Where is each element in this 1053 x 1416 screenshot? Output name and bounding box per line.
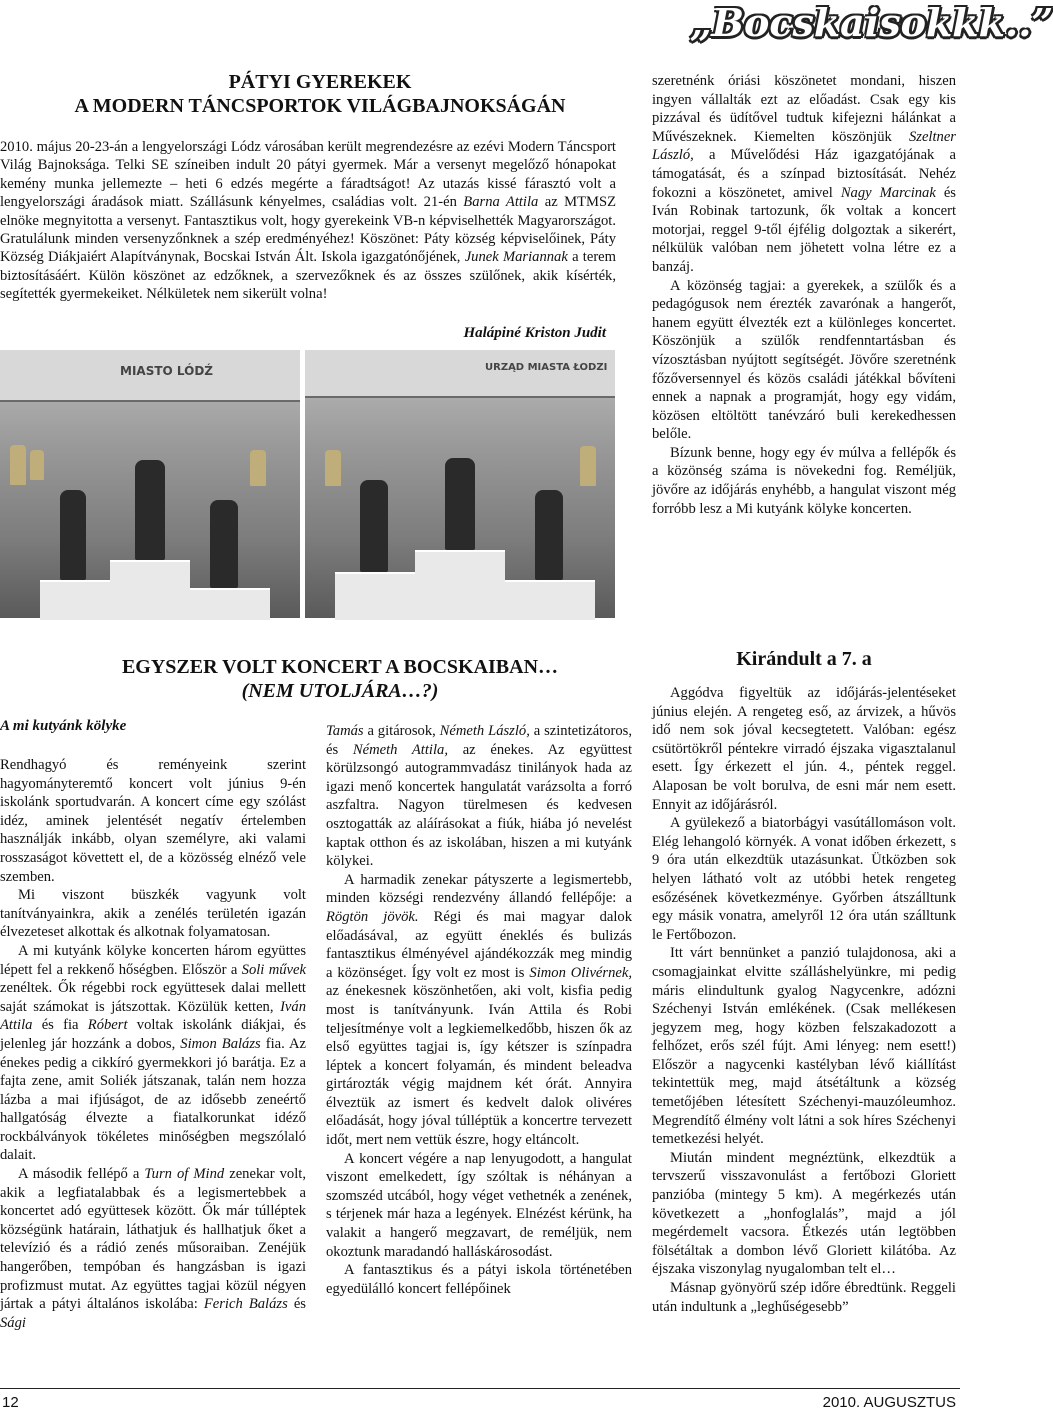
trophy — [325, 450, 341, 486]
child-figure — [135, 460, 165, 560]
article2-paragraph — [0, 1165, 306, 1332]
text-run: az MTMSZ elnöke megnyitotta a versenyt. Fantasztikus volt, hogy gyerekeink VB-n képviselhették Magyarországot. Gratulálunk minden versenyzőnknek a szép eredményéhez! Köszönet: Páty község képviselőinek, Páty Község Diákjaiért Alapítványnak, Bocskai István Ált. Iskola igazgatónőjének, — [0, 194, 616, 266]
masthead-logo: „Bocskaisokkk..” — [690, 0, 1053, 45]
photo-banner — [305, 350, 615, 398]
article1-right-paragraph: Bízunk benne, hogy egy év múlva a fellépők és a közönség száma is növekedni fog. Reméljük, jövőre az időjárás enyhébb, a hangulat viszont még forróbb lesz a Mi kutyánk kölyke koncerten. — [652, 444, 956, 517]
article1-heading — [0, 70, 640, 118]
trophy — [10, 445, 26, 485]
article1-right-paragraph — [652, 72, 956, 277]
text-run: fia. Az énekes pedig a cikkíró gyermekkori jó barátja. Ez a fajta zene, amit Soliék játszanak, talán nem hozza lázba a mai ifjúságot, de az idősebb zeneértő hallgatóság élvezte a fiatalkorunkat idéző rockbálványok tökéletes minőségben megszólaló dalait. — [0, 1035, 306, 1164]
person-name: Szeltner László, — [652, 128, 956, 164]
trophy — [580, 446, 596, 486]
child-figure — [360, 480, 388, 572]
footer-rule — [0, 1388, 960, 1389]
person-name: Németh Attila, — [352, 741, 448, 758]
podium-second — [40, 580, 110, 620]
photo-award-ceremony-right — [305, 350, 615, 618]
issue-date: 2010. AUGUSZTUS — [822, 1394, 956, 1411]
page-number: 12 — [2, 1394, 19, 1411]
article3-body — [652, 684, 956, 1316]
article2-subhead: A mi kutyánk kölyke — [0, 718, 127, 734]
article2-paragraph: Rendhagyó és reményeink szerint hagyományteremtő koncert volt június 9-én iskolánk sportudvarán. A koncert címe egy szólást idéz, aminek jelentését negatív értelemben használják inkább, olyan személyre, aki valami rosszaságot követtett el, de a közösség elnéző vele szemben. — [0, 757, 306, 885]
person-name: Sági — [0, 1314, 26, 1331]
child-figure — [535, 490, 563, 580]
photo-banner-text: URZĄD MIASTA ŁODZI — [485, 362, 608, 373]
trophy — [30, 450, 44, 480]
article3-paragraph: Itt várt bennünket a panzió tulajdonosa, aki a csomagjainkat elvitte szálláshelyünkre, mi pedig máris elindultunk gyalog Nagycenkre, adózni Széchenyi István emlékének. (Csak mellékesen jegyzem meg, hogy közben felszakadozott a felhőzet, erős szél fújt. Ami lényeg: nem esett!) Először a nagycenki kastélyban lévő kiállítást tekintettük meg, majd átsétáltunk a község temetőjében létesített Széchenyi-mauzóleumhoz. Megrendítő élmény volt látni a sok híres Széchenyi temetkezési helyét. — [652, 945, 956, 1148]
person-name: Németh László, — [439, 723, 530, 739]
text-run: zenéltek. Ők régebbi rock együttesek dalai mellett saját számokat is játszottak. Közülük ketten, — [0, 980, 306, 1015]
article3-paragraph: A gyülekező a biatorbágyi vasútállomáson volt. Elég lehangoló környék. A vonat időben érkezett, s 9 óra után elkezdtük utazásunkat. Ütközben sok helyen látható volt az utóbbi hetek rengeteg esőzésének következménye. Győrben átszálltunk egy másik vonatra, amelyről 12 óra után szálltunk le Fertőbozon. — [652, 815, 956, 943]
article2-paragraph: A koncert végére a nap lenyugodott, a hangulat viszont emelkedett, így szóltak is néhányan a szomszéd utcából, hogy véget vethetnék a zenének, s térjenek már haza a legények. Elnézést kérünk, ha valakit a hangerő megzavart, de reméljük, nem okoztunk maradandó halláskárosodást. — [326, 1150, 632, 1260]
article3-paragraph: Miután mindent megnéztünk, elkezdtük a tervszerű visszavonulást a fertőbozi Gloriett panzióba (mintegy 5 km). A megérkezés után következett a „honfoglalás”, majd a jól megérdemelt vacsora. Étkezés után legtöbben fölsétáltak a dombon lévő Gloriett kilátóba. Az éjszaka viszonylag nyugalomban telt el… — [652, 1149, 956, 1278]
person-name: Simon Olivérnek, — [529, 964, 632, 981]
article1-body — [0, 138, 616, 304]
text-run: A mi kutyánk kölyke koncerten három együttes lépett fel a rekkenő hőségben. Először a — [0, 942, 306, 978]
text-run: és — [287, 1296, 306, 1313]
podium-third — [190, 588, 270, 620]
podium-first — [415, 550, 505, 620]
text-run: a terem biztosításáért. Külön köszönet az edzőknek, a szervezőknek és az összes szülőnek, akik kísérték, segítették gyermekeiket. Nélkületek nem sikerült volna! — [0, 249, 617, 303]
article2-title-line2: (NEM UTOLJÁRA…?) — [241, 680, 439, 702]
text-run: A második fellépő a — [18, 1166, 145, 1183]
photo-banner-text: MIASTO LÓDŹ — [120, 364, 213, 378]
text-run: 2010. május 20-23-án a lengyelországi Lódz városában került megrendezésre az ezévi Modern Táncsport Világ Bajnoksága. Telki SE színeiben indult 20 pátyi gyermek. Már a versenyt megelőző hónapokat kemény munka jellemezte – heti 6 edzés megérte a fáradtságot! Az utazás kissé fárasztó volt a lengyelországi áradások miatt. Szállásunk kényelmes, családias volt. 21-én — [0, 139, 616, 211]
text-run: a gitárosok, — [363, 723, 440, 739]
podium-first — [110, 560, 190, 620]
band-name: Soli művek — [241, 961, 306, 978]
person-name: Tamás — [326, 723, 364, 739]
person-name: Simon Balázs — [180, 1035, 261, 1052]
article2-paragraph — [0, 942, 306, 1165]
text-run: szeretnénk óriási köszönetet mondani, hiszen ingyen vállalták ezt az előadást. Csak egy kis pizzával és üdítővel tudtuk kifejezni hálánkat a Művészeknek. Kiemelten köszönjük — [652, 73, 956, 145]
article1-paragraph — [0, 138, 616, 304]
article2-paragraph — [326, 722, 632, 871]
article2-paragraph — [326, 871, 632, 1150]
article2-paragraph: Mi viszont büszkék vagyunk volt tanítványainkra, akik a zenélés területén igazán élvezeteset alkottak és alkotnak folyamatosan. — [0, 887, 306, 941]
text-run: a szintetizátoros, és — [326, 723, 633, 758]
text-run: zenekar volt, akik a legfiatalabbak és a legismertebbek a koncertet adó együttesek között. Ők már túlléptek községünk határain, láthatjuk és hallhatjuk őket a televízió és a rádió zenés műsoraiban. Zenéjük hangerőben, tempóban és hangzásban is igazi profizmust mutat. Az együttes tagjai közül négyen jártak a pátyi általános iskolába: — [0, 1166, 306, 1313]
person-name: Barna Attila — [463, 194, 539, 211]
article3-paragraph: Aggódva figyeltük az időjárás-jelentéseket június elején. A rengeteg eső, az árvizek, a hűvös idő nem sok jóval kecsegtetett. Valóban: egész csütörtökről péntekre virradó éjszaka vigasztalanul esett. Így érkezett el jún. 4., péntek reggel. Alaposan be volt borulva, de esni már nem esett. Ennyit az időjárásról. — [652, 685, 956, 813]
article1-right-paragraph: A közönség tagjai: a gyerekek, a szülők és a pedagógusok nem érezték zavarónak a hangerőt, hanem együtt élvezték ezt a különleges koncertet. Köszönjük a szülők rendfenntartásban és vízosztásban nyújtott segítségét. Jövőre szeretnénk főzőversennyel és közös családi játékkal bővíteni ennek a napnak a programját, hogy egy vidám, közösen eltöltött tanévzáró buli kerekedhessen belőle. — [652, 277, 956, 443]
band-name: Rögtön jövök. — [326, 908, 419, 925]
person-name: Iván Attila — [0, 998, 306, 1034]
article2-column1 — [0, 756, 306, 1332]
text-run: Régi és mai magyar dalok előadásával, az együtt éneklés és bulizás fantasztikus élményével ajándékozzák meg mindig a közönséget. Így volt ez most is — [326, 908, 632, 981]
article3-title: Kirándult a 7. a — [736, 648, 872, 670]
article1-signature: Halápiné Kriston Judit — [463, 325, 606, 341]
text-run: az énekes. Az együttest körülzsongó autogrammvadász tinilányok hada az igazi menő koncertek hangulatát varázsolta a forró aszfaltra. Nagyon türelmesen és kedvesen osztogatták az aláírásokat a fiúk, hiába jó nevelést kaptak otthon és az iskolában, hiszen a mi kutyánk kölykei. — [326, 741, 633, 870]
child-figure — [445, 458, 475, 550]
text-run: és fia — [32, 1017, 88, 1034]
podium-third — [505, 580, 595, 620]
article2-heading — [60, 655, 620, 703]
article2-column2 — [326, 722, 632, 1298]
person-name: Róbert — [87, 1017, 128, 1034]
trophy — [250, 450, 266, 486]
text-run: a Művelődési Ház igazgatójának a támogatását, és a színpad biztosítását. Nehéz fokozni a köszönetet, amivel — [652, 147, 956, 201]
text-run: és Iván Robinak tartozunk, ők voltak a koncert motorjai, reggel 9-től éjfélig dolgoztak a sikerért, nélkülük valóban nem jöhetett volna létre ez a banzáj. — [652, 184, 956, 275]
photo-award-ceremony-left — [0, 350, 300, 618]
article2-title-line1: EGYSZER VOLT KONCERT A BOCSKAIBAN… — [121, 656, 559, 678]
band-name: Turn of Mind — [144, 1166, 225, 1183]
article1-title-line2: A MODERN TÁNCSPORTOK VILÁGBAJNOKSÁGÁN — [74, 95, 566, 117]
person-name: Ferich Balázs — [203, 1296, 288, 1313]
text-run: az énekesnek köszönhetően, aki volt, kisfia pedig most is tanítványunk. Iván Attila és Robi teljesítménye volt a legkiemelkedőbb, hiszen ők az első együttes tagjai is, így kétszer is színpadra léptek a koncert folyamán, és mindent beleadva girtározták végig majdnem két órát. Annyira élveztük az ismert és kedvelt dalok olivéres előadását, hogy jóval túlléptük a koncertre tervezett időt, mert nem vettük észre, hogy eltáncolt. — [326, 983, 632, 1149]
article1-right-column — [652, 72, 956, 518]
text-run: voltak iskolánk diákjai, és jelenleg jár hozzánk a dobos, — [0, 1017, 307, 1052]
child-figure — [60, 490, 86, 580]
podium-second — [335, 572, 415, 620]
article2-paragraph: A fantasztikus és a pátyi iskola történetében egyedülálló koncert fellépőinek — [326, 1262, 632, 1297]
article3-paragraph: Másnap gyönyörű szép időre ébredtünk. Reggeli után indultunk a „leghűségesebb” — [652, 1280, 956, 1315]
child-figure — [210, 500, 238, 588]
person-name: Nagy Marcinak — [840, 184, 936, 201]
article1-title-line1: PÁTYI GYEREKEK — [228, 71, 412, 93]
text-run: A harmadik zenekar pátyszerte a legismertebb, minden községi rendezvény állandó fellépője: a — [326, 871, 632, 907]
person-name: Junek Mariannak — [464, 249, 568, 266]
